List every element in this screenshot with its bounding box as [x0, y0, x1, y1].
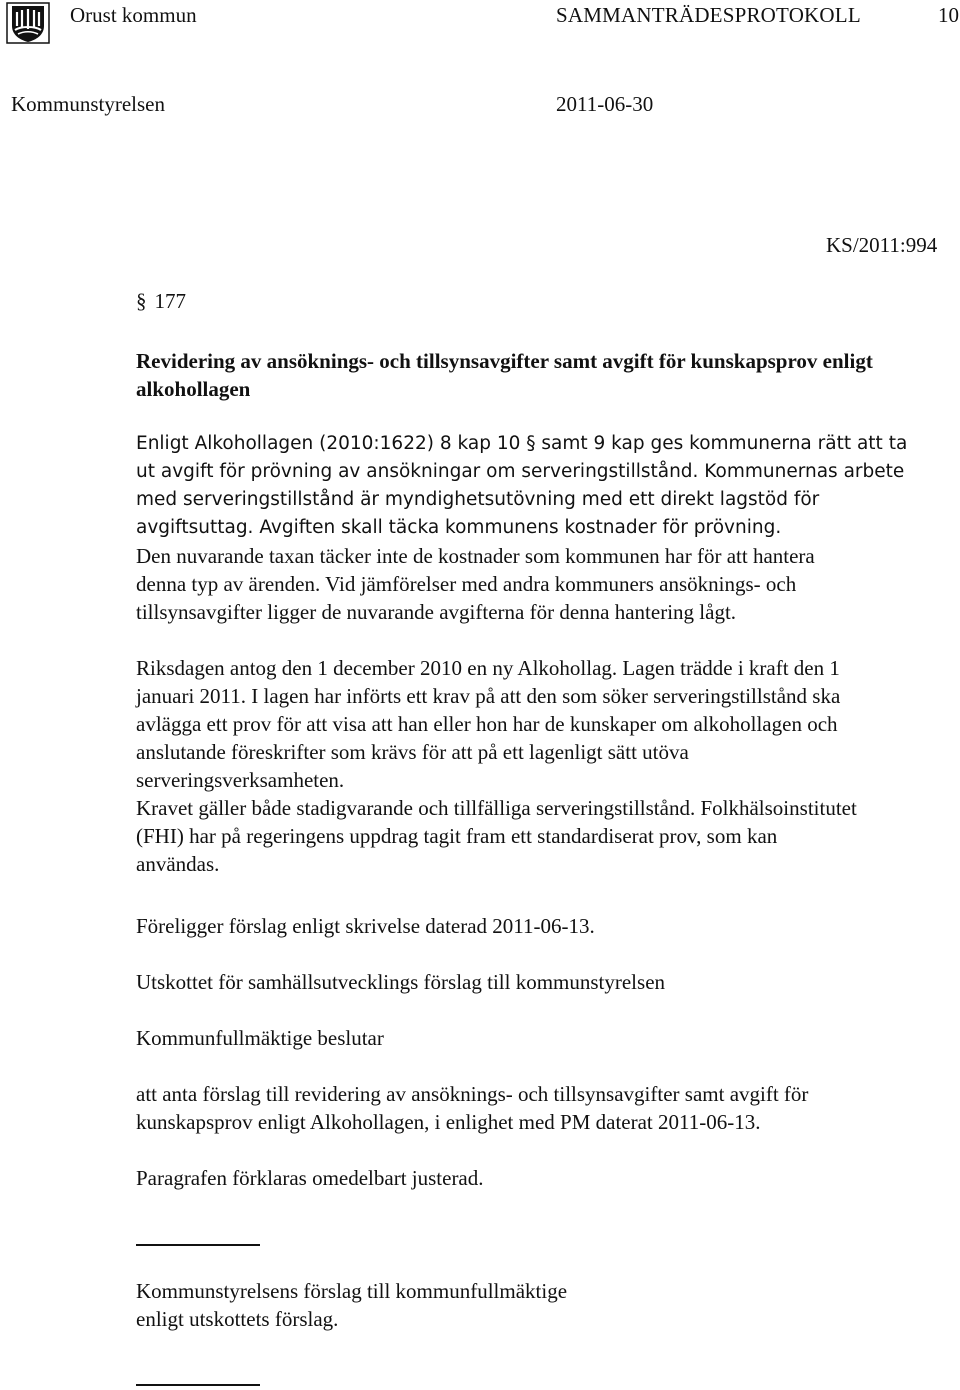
- board-proposal-line: Kommunstyrelsens förslag till kommunfullmäktige: [136, 1279, 568, 1303]
- council-decides: [136, 1024, 956, 1052]
- separator-rule: [136, 1384, 260, 1386]
- new-law-line: januari 2011. I lagen har införts ett krav på att den som söker serveringstillstånd ska: [136, 684, 841, 708]
- municipal-coat-of-arms-icon: [6, 2, 50, 44]
- paragraph-number-value: 177: [154, 289, 186, 313]
- background-line: tillsynsavgifter ligger de nuvarande avgifterna för denna hantering lågt.: [136, 600, 737, 624]
- new-law-line: serveringsverksamheten.: [136, 768, 345, 792]
- organization-name: Orust kommun: [70, 3, 197, 27]
- background-line: ut avgift för prövning av ansökningar om serveringstillstånd. Kommunernas arbete: [136, 461, 905, 482]
- council-decides-text: Kommunfullmäktige beslutar: [136, 1026, 384, 1050]
- separator-rule: [136, 1244, 260, 1246]
- board-proposal-line: enligt utskottets förslag.: [136, 1307, 339, 1331]
- new-law-line: Kravet gäller både stadigvarande och tillfälliga serveringstillstånd. Folkhälsoinstitutet: [136, 796, 857, 820]
- section-symbol: §: [136, 289, 147, 313]
- background-line: Den nuvarande taxan täcker inte de kostnader som kommunen har för att hantera: [136, 544, 815, 568]
- new-law-line: anslutande föreskrifter som krävs för att på ett lagenligt sätt utöva: [136, 740, 689, 764]
- background-paragraph: [136, 430, 956, 626]
- proposal-basis-text: Föreligger förslag enligt skrivelse daterad 2011-06-13.: [136, 914, 595, 938]
- adjustment-text: Paragrafen förklaras omedelbart justerad.: [136, 1166, 484, 1190]
- agenda-item-heading: Revidering av ansöknings- och tillsynsavgifter samt avgift för kunskapsprov enligt alkohollagen: [136, 349, 873, 401]
- committee-proposal-text: Utskottet för samhällsutvecklings förslag till kommunstyrelsen: [136, 970, 666, 994]
- background-line: med serveringstillstånd är myndighetsutövning med ett direkt lagstöd för: [136, 489, 820, 510]
- adjustment-note: [136, 1164, 956, 1192]
- new-law-paragraph: [136, 654, 956, 878]
- document-title: SAMMANTRÄDESPROTOKOLL: [556, 3, 861, 27]
- background-line: Enligt Alkohollagen (2010:1622) 8 kap 10 § samt 9 kap ges kommunerna rätt att ta: [136, 433, 908, 454]
- new-law-line: Riksdagen antog den 1 december 2010 en ny Alkohollag. Lagen trädde i kraft den 1: [136, 656, 840, 680]
- meeting-date: 2011-06-30: [556, 92, 654, 116]
- decision-line: kunskapsprov enligt Alkohollagen, i enlighet med PM daterat 2011-06-13.: [136, 1110, 761, 1134]
- background-line: denna typ av ärenden. Vid jämförelser med andra kommuners ansöknings- och: [136, 572, 797, 596]
- proposal-basis: [136, 912, 956, 940]
- new-law-line: avlägga ett prov för att visa att han eller hon har de kunskaper om alkohollagen och: [136, 712, 838, 736]
- case-number: KS/2011:994: [826, 233, 938, 257]
- committee-proposal: [136, 968, 956, 996]
- board-proposal: [136, 1277, 956, 1333]
- new-law-line: (FHI) har på regeringens uppdrag tagit fram ett standardiserat prov, som kan: [136, 824, 778, 848]
- committee-name: Kommunstyrelsen: [11, 92, 165, 116]
- paragraph-number: [136, 289, 186, 314]
- page-number: 10: [938, 3, 959, 27]
- decision-line: att anta förslag till revidering av ansöknings- och tillsynsavgifter samt avgift för: [136, 1082, 809, 1106]
- new-law-line: användas.: [136, 852, 220, 876]
- background-line: avgiftsuttag. Avgiften skall täcka kommunens kostnader för prövning.: [136, 517, 782, 538]
- decision: [136, 1080, 956, 1136]
